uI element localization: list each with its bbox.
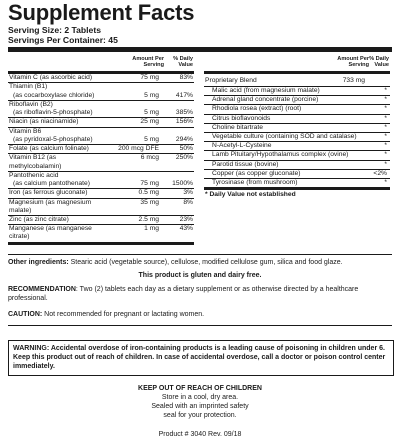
supplement-facts-title: Supplement Facts xyxy=(8,0,195,25)
list-item: Tyrosinase (from mushroom) * xyxy=(204,179,390,190)
product-number: Product # 3040 Rev. 09/18 xyxy=(158,431,242,438)
proprietary-blend-table xyxy=(204,71,390,199)
list-item: Vegetable culture (containing SOD and catalase) * xyxy=(204,133,390,142)
table-row: Iron (as ferrous gluconate) 0.5 mg 3% xyxy=(8,189,194,198)
list-item: Citrus bioflavonoids * xyxy=(204,115,390,124)
top-divider-bar xyxy=(8,47,392,52)
table-row: Riboflavin (B2) (as riboflavin-5-phosphate) 5 mg 385% xyxy=(8,101,194,119)
iron-warning-box: WARNING: Accidental overdose of iron-containing products is a leading cause of poisoning in children under 6. Keep this product out of reach of children. In case of accidental overdose, call a doctor or poison control center immediately. xyxy=(8,340,394,376)
servings-per-container: Servings Per Container: 45 xyxy=(8,35,118,45)
table-row: Vitamin C (as ascorbic acid) 75 mg 83% xyxy=(8,74,194,83)
table-row: Pantothenic acid (as calcium pantothenate) 75 mg 1500% xyxy=(8,172,194,190)
table-row: Vitamin B6 (as pyridoxal-5-phosphate) 5 mg 294% xyxy=(8,128,194,146)
table-row: Folate (as calcium folinate) 200 mcg DFE 50% xyxy=(8,145,194,154)
nutrient-table-left xyxy=(8,71,194,245)
list-item: Rhodiola rosea (extract) (root) * xyxy=(204,105,390,114)
table-row: Manganese (as manganese citrate) 1 mg 43% xyxy=(8,225,194,244)
caution: CAUTION: Not recommended for pregnant or lactating women. xyxy=(8,311,205,318)
other-ingredients: Other ingredients: Stearic acid (vegetable source), cellulose, modified cellulose gum, silica and food glaze. xyxy=(8,259,343,266)
serving-size: Serving Size: 2 Tablets xyxy=(8,25,101,35)
storage-line-1: Store in a cool, dry area. xyxy=(161,394,239,401)
table-row: Vitamin B12 (as methylcobalamin) 6 mcg 250% xyxy=(8,154,194,171)
keep-out-heading: KEEP OUT OF REACH OF CHILDREN xyxy=(138,385,262,392)
section-divider xyxy=(8,325,392,326)
list-item: Choline bitartrate * xyxy=(204,124,390,133)
list-item: Malic acid (from magnesium malate) * xyxy=(204,87,390,96)
daily-value-header-left: % Daily Value xyxy=(173,56,193,69)
recommendation: RECOMMENDATION: Two (2) tablets each day as a dietary supplement or as otherwise directed by a healthcare professional. xyxy=(8,286,359,303)
table-row: Zinc (as zinc citrate) 2.5 mg 23% xyxy=(8,216,194,225)
section-divider xyxy=(8,254,392,255)
list-item: Parotid tissue (bovine) * xyxy=(204,161,390,170)
storage-line-3: seal for your protection. xyxy=(163,412,237,419)
daily-value-header-right: % Daily Value xyxy=(369,56,389,69)
list-item: Copper (as copper gluconate) <2% xyxy=(204,170,390,179)
daily-value-footnote: * Daily Value not established xyxy=(205,191,296,199)
list-item: Lamb Pituitary/Hypothalamus complex (ovine) * xyxy=(204,151,390,160)
amount-per-serving-header-right: Amount Per Serving xyxy=(337,56,369,69)
table-row: Niacin (as niacinamide) 25 mg 156% xyxy=(8,118,194,127)
table-row: Thiamin (B1) (as cocarboxylase chloride) 5 mg 417% xyxy=(8,83,194,101)
table-row: Magnesium (as magnesium malate) 35 mg 8% xyxy=(8,199,194,216)
storage-line-2: Sealed with an imprinted safety xyxy=(151,403,249,410)
gluten-free-statement: This product is gluten and dairy free. xyxy=(138,272,262,279)
blend-row: Proprietary Blend 733 mg xyxy=(204,74,390,87)
list-item: N-Acetyl-L-Cysteine * xyxy=(204,142,390,151)
amount-per-serving-header-left: Amount Per Serving xyxy=(132,56,164,69)
list-item: Adrenal gland concentrate (porcine) * xyxy=(204,96,390,105)
